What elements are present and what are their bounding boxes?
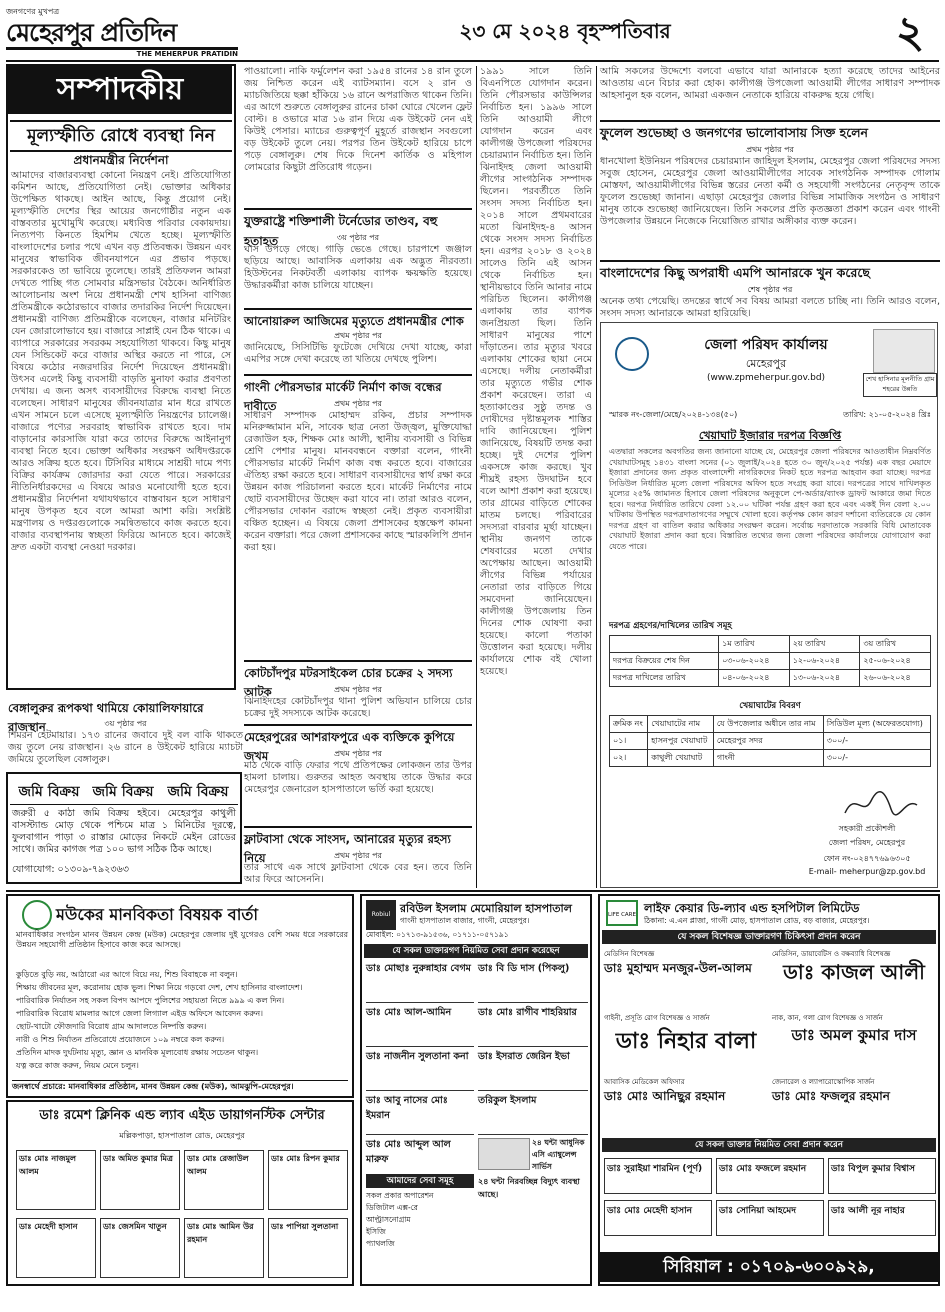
classified-item-3: জমি বিক্রয় — [167, 784, 229, 800]
robiul-service: ডিজিটাল এক্স-রে — [366, 1203, 418, 1212]
ferry-header-cell: ক্রমিক নং — [610, 716, 648, 733]
robiul-service: প্যাথলজি — [366, 1239, 395, 1248]
bengaluru-headline: বেঙ্গালুরুর রূপকথা থামিয়ে কোয়ালিফায়ারে রাজস্থান — [8, 701, 204, 734]
lifecare-other-doctor: ডাঃ বিপুল কুমার বিশ্বাস — [828, 1158, 936, 1194]
ramesh-doctor: ডাঃ পাপিয়া সুলতানা — [268, 1218, 348, 1278]
mouk-item: পারিবারিক বিরোধ মামলার আগে জেলা লিগ্যাল এইড অফিসে আবেদন করুন। — [16, 1009, 264, 1018]
ferry-row — [610, 733, 931, 750]
schedule-row — [610, 670, 931, 687]
lifecare-address: ঠিকানা: এ.এন প্লাজা, গাংনী মোড়, হাসপাতাল রোড, বড় বাজার, মেহেরপুর। — [644, 916, 870, 925]
mouk-item: পারিবারিক নির্যাতন সহ সকল বিপদ আপদে পুলিশের সহায়তা নিতে ৯৯৯ এ কল দিন। — [16, 996, 285, 1005]
notice-website[interactable]: (www.zpmeherpur.gov.bd) — [706, 373, 826, 383]
ramesh-doctor: ডাঃ মোঃ রেজাউল আলম — [184, 1150, 264, 1210]
asharafpur-jump: প্রথম পৃষ্ঠার পর — [334, 749, 382, 758]
pm-grief-body: জানিয়েছে, সিসিটিভি ফুটেজে দেখিয়ে দেখা যাচ্ছে, কারা এমপির সঙ্গে দেখা করেছে তা খতিয়ে দেখছে পুলিশ। — [244, 342, 472, 365]
bangladesh-jump: শেষ পৃষ্ঠার পর — [747, 285, 793, 294]
tender-notice — [600, 322, 938, 888]
page-number: ২ — [895, 7, 925, 58]
lifecare-role: গাইনী, প্রসূতি রোগ বিশেষজ্ঞ ও সার্জন — [604, 1014, 710, 1022]
schedule-header-cell: ২য় তারিখ — [789, 636, 860, 653]
lifecare-other-doctor: ডাঃ আলী নূর নাহার — [828, 1200, 936, 1236]
lifecare-doctor: ডাঃ মুহাম্মদ মনজুর-উল-আলম — [604, 961, 752, 975]
lifecare-other-doctor: ডাঃ মোঃ মেহেদী হাসান — [604, 1200, 712, 1236]
robiul-services-title: আমাদের সেবা সমূহ — [366, 1174, 474, 1188]
mouk-footer: জনস্বার্থে প্রচারে: মানবাধিকার প্রতিষ্ঠান, মানব উন্নয়ন কেন্দ্র (মউক), আমঝুপি-মেহেরপুর। — [12, 1080, 348, 1095]
govt-seal-icon — [615, 337, 649, 371]
robiul-hours: ২৪ ঘন্টা নিরবচ্ছিন্ন বিদ্যুৎ ব্যবস্থা আছে। — [478, 1177, 580, 1199]
lifecare-other-doctor: ডাঃ সুরাইয়া শারমিন (পূর্ণ) — [604, 1158, 712, 1194]
robiul-doctor: ডাঃ মোঃ আব্দুল আল মারুফ — [366, 1139, 451, 1165]
robiul-banner: যে সকল ডাক্তারগণ নিয়মিত সেবা প্রদান করেছেন — [364, 944, 588, 958]
schedule-cell: ১৩-০৬-২০২৪ — [789, 670, 860, 687]
ferry-label: খেয়াঘাটের বিবরণ — [739, 701, 801, 711]
schedule-header-cell: ৩য় তারিখ — [860, 636, 931, 653]
mouk-item: ছোট-খাটো ফৌজদারি বিরোধ গ্রাম আদালতে নিষ্পত্তি করুন। — [16, 1022, 207, 1031]
tornado-jump: ৩য় পৃষ্ঠার পর — [336, 233, 380, 242]
schedule-cell: ১২-০৬-২০২৪ — [789, 653, 860, 670]
signatory: সহকারী প্রকৌশলী — [838, 824, 896, 833]
lifecare-logo: LIFE CARE — [606, 900, 638, 926]
ambulance-icon — [478, 1138, 530, 1170]
schedule-cell: দরপত্র দাখিলের তারিখ — [610, 670, 719, 687]
ferry-cell: মেহেরপুর সদর — [713, 733, 823, 750]
mouk-list — [16, 968, 348, 1076]
lifecare-ad — [598, 894, 940, 1286]
lifecare-role: মেডিসিন, ডায়াবেটিস ও বক্ষব্যাধি বিশেষজ্ঞ — [772, 950, 891, 958]
schedule-cell: ২৫-০৬-২০২৪ — [860, 653, 931, 670]
lifecare-doctor: ডাঃ কাজল আলী — [783, 960, 925, 984]
editorial-banner: সম্পাদকীয় — [8, 66, 232, 114]
schedule-label: দরপত্র গ্রহণের/দাখিলের তারিখ সমূহ — [609, 621, 732, 631]
schedule-table — [609, 635, 931, 687]
portrait-icon — [873, 329, 935, 373]
lifecare-role: আবাসিক মেডিকেল অফিসার — [604, 1078, 685, 1086]
flat-body: তার সাথে এক সাথে ফ্লাটবাসা থেকে বের হন। তবে তিনি আর ফিরে আসেননি। — [244, 862, 472, 885]
ramesh-title: ডাঃ রমেশ ক্লিনিক এন্ড ল্যাব এইড ডায়াগনস্টিক সেন্টার — [39, 1108, 325, 1123]
bengaluru-jump: ৩য় পৃষ্ঠার পর — [104, 719, 147, 728]
robiul-doctor: ডাঃ আবু নাসের মোঃ ইমরান — [366, 1094, 474, 1135]
ferry-cell: ৩০০/- — [823, 733, 930, 750]
notice-office: জেলা পরিষদ কার্যালয় — [704, 337, 828, 353]
mouk-item: যত্ন করে কাজ করুন, নিয়ম মেনে চলুন। — [16, 1061, 139, 1070]
ramesh-doctor: ডাঃ মোঃ আমিন উর রহমান — [184, 1218, 264, 1278]
lifecare-role: মেডিসিন বিশেষজ্ঞ — [604, 950, 655, 958]
kotchandpur-headline: কোটচাঁদপুর মটরসাইকেল চোর চক্রের ২ সদস্য আটক — [244, 660, 472, 687]
kotchandpur-jump: প্রথম পৃষ্ঠার পর — [334, 685, 382, 694]
ferry-cell: গাংনী — [713, 750, 823, 767]
classified-body: জরুরী ৫ কাঠা জমি বিক্রয় হইবে। মেহেরপুর কাথুলী বাসস্ট্যান্ড মোড় থেকে পশ্চিমে মাত্র ১ মিনিটের দূরত্বে, ফুলবাগান পাড়া ৩ রাস্তার মোড়ের নিকটে মেইন রোডের সাথে। জমির কাগজ পত্র ১০০ ভাগ সঠিক ঠিক আছে। — [12, 808, 236, 855]
notice-phone: ফোন নং-০২৪৭৭৬৯৬৩০৫ — [823, 854, 911, 863]
mouk-title: মউকের মানবিকতা বিষয়ক বার্তা — [56, 905, 258, 924]
notice-email[interactable]: E-mail- meherpur@zp.gov.bd — [808, 867, 926, 876]
robiul-doctor: ডাঃ মোঃ রাগীব শাহরিয়ার — [478, 1006, 588, 1047]
ramesh-doctor: ডাঃ জেসমিন খাতুন — [100, 1218, 180, 1278]
robiul-doctor: তরিকুল ইসলাম — [478, 1094, 588, 1135]
col-divider-4 — [596, 66, 597, 888]
editorial-subhead: প্রধানমন্ত্রীর নির্দেশনা — [73, 153, 169, 167]
ramesh-doctor: ডাঃ মেহেদী হাসান — [16, 1218, 96, 1278]
header-rule — [6, 60, 939, 62]
schedule-row — [610, 653, 931, 670]
lifecare-serial: সিরিয়াল : ০১৭০৯-৬০০৯২৯, ০১৭০৯-৬০০৯৫৩ — [598, 1252, 940, 1282]
flowers-headline: ফুলেল শুভেচ্ছা ও জনগণের ভালোবাসায় সিক্ত হলেন — [600, 120, 940, 147]
robiul-phone: মোবাইল: ০১৭১৩-৯১৫৩৬, ০১৭১১-০৫৭১৯১ — [366, 930, 509, 939]
issue-date: ২৩ মে ২০২৪ বৃহস্পতিবার — [459, 19, 671, 43]
ferry-header-cell: যে উপজেলার অধীনে তার নাম — [713, 716, 823, 733]
col2-continuation: পাওয়ালো। নাকি ফর্মুলেশন করা ১৯৫৪ রানের ১৪ রান তুলে জয় নিশ্চিত করেন এই ব্যাটসম্যান। বসে ২ রান ও ম্যাচজিতিয়ে ছক্কা হাঁকিয়ে ১৬ রানে অপরাজিত থাকেন তিনি। এর আগে শুরুতে বেঙ্গালুরুর রানের চাকা ঘোরে খেলেন ফ্লেট বোল্ট। ৪ ওভারে মাত্র ১৬ রান দিয়ে এক উইকেট নেন এই কিউই পেসার। ম্যাচের গুরুত্বপূর্ণ মুহূর্তে রাজস্থান সবগুলো বড় উইকেট তুলে নেয়। পরপর তিন উইকেট হারিয়ে চাপে পড়ে বেঙ্গালুরু। শেষ দিকে দিনেশ কার্তিক ও মহিপাল লোমরোর কিছুটা প্রতিরোধ গড়েন। — [244, 66, 472, 173]
kotchandpur-body: ঝিনাইদহের কোটচাঁদপুর থানা পুলিশ অভিযান চালিয়ে চোর চক্রের দুই সদস্যকে আটক করেছে। — [244, 696, 472, 719]
ramesh-doctor: ডাঃ মোঃ নাজমুল আলম — [16, 1150, 96, 1210]
robiul-service: ইসিজি — [366, 1227, 386, 1236]
ramesh-ad — [6, 1100, 354, 1286]
robiul-doctor: ডাঃ নাজনীন সুলতানা কনা — [366, 1050, 474, 1091]
bangladesh-body: অনেক তথ্য পেয়েছি। তদন্তের স্বার্থে সব বিষয় আমরা বলতে চাচ্ছি না। তিনি আরও বলেন, সংসদ সদস্য আনারকে আমরা হারিয়েছি। — [600, 296, 940, 319]
lifecare-doctor: ডাঃ মোঃ আনিছুর রহমান — [604, 1089, 726, 1103]
col3-body: ১৯৯১ সালে তিনি বিএনপিতে যোগদান করেন। তিনি পৌরসভার কাউন্সিলর নির্বাচিত হন। ১৯৯৬ সালে তিনি আওয়ামী লীগে যোগদান করেন এবং কালীগঞ্জ উপজেলা পরিষদের চেয়ারম্যান নির্বাচিত হন। তিনি ঝিনাইদহ জেলা আওয়ামী লীগের সাংগঠনিক সম্পাদক ছিলেন। পরবর্তীতে তিনি সংসদ সদস্য নির্বাচিত হন। ২০১৪ সালে প্রথমবারের মতো ঝিনাইদহ-৪ আসন থেকে সংসদ সদস্য নির্বাচিত হন। এরপর ২০১৮ ও ২০২৪ সালেও তিনি এই আসন থেকে নির্বাচিত হন। স্থানীয়ভাবে তিনি আনার নামে পরিচিত ছিলেন। কালীগঞ্জ এলাকায় তার ব্যাপক জনপ্রিয়তা ছিল। তিনি সাধারণ মানুষের পাশে দাঁড়াতেন। তার মৃত্যুর খবরে এলাকায় শোকের ছায়া নেমে এসেছে। দলীয় নেতাকর্মীরা তার মৃত্যুতে গভীর শোক প্রকাশ করেছেন। তারা এ হত্যাকাণ্ডের সুষ্ঠু তদন্ত ও দোষীদের দৃষ্টান্তমূলক শাস্তির দাবি জানিয়েছেন। পুলিশ জানিয়েছে, বিষয়টি তদন্ত করা হচ্ছে। দুই দেশের পুলিশ একসঙ্গে কাজ করছে। খুব শীঘ্রই রহস্য উদঘাটন হবে বলে আশা প্রকাশ করা হয়েছে। তার গ্রামের বাড়িতে শোকের মাতম চলছে। পরিবারের সদস্যরা বারবার মূর্ছা যাচ্ছেন। স্থানীয় জনগণ তাকে শেষবারের মতো দেখার অপেক্ষায় আছেন। আওয়ামী লীগের বিভিন্ন পর্যায়ের নেতারা তার বাড়িতে গিয়ে সমবেদনা জানিয়েছেন। কালীগঞ্জ উপজেলায় তিন দিনের শোক ঘোষণা করা হয়েছে। কালো পতাকা উত্তোলন করা হয়েছে। দলীয় কার্যালয়ে শোক বই খোলা হয়েছে। — [480, 66, 592, 677]
mouk-logo-icon — [22, 900, 52, 930]
lifecare-other-doctor: ডাঃ সোনিয়া আহমেদ — [716, 1200, 824, 1236]
classified-item-2: জমি বিক্রয় — [92, 784, 154, 800]
lifecare-role: জেনারেল ও ল্যাপারোস্কোপিক সার্জন — [772, 1078, 875, 1086]
col-divider-3 — [476, 66, 477, 888]
mouk-item: নারী ও শিশু নির্যাতন প্রতিরোধে প্রয়োজনে ১০৯ নম্বরে কল করুন। — [16, 1035, 225, 1044]
robiul-services — [366, 1190, 474, 1280]
robiul-title: রবিউল ইসলাম মেমোরিয়াল হাসপাতাল — [400, 902, 572, 915]
lifecare-doctor: ডাঃ মোঃ ফজলুর রহমান — [772, 1089, 890, 1103]
lifecare-other-doctor: ডাঃ মোঃ ফজলে রহমান — [716, 1158, 824, 1194]
ferry-cell: ৩০০/- — [823, 750, 930, 767]
ferry-cell: কাথুলী খেয়াঘাট — [648, 750, 714, 767]
ferry-header-row — [610, 716, 931, 733]
flat-headline: ফ্লাটবাসা থেকে সাংসদ, আনারের মৃত্যুর রহস্য নিয়ে — [244, 826, 472, 853]
robiul-service: আল্ট্রাসনোগ্রাম — [366, 1215, 411, 1224]
schedule-header-cell: ১ম তারিখ — [719, 636, 790, 653]
robiul-address: গাংনী হাসপাতাল বাজার, গাংনী, মেহেরপুর। — [400, 916, 530, 925]
ads-top-rule — [6, 890, 940, 892]
pm-grief-headline: আনোয়ারুল আজিমের মৃত্যুতে প্রধানমন্ত্রীর শোক — [244, 308, 472, 333]
schedule-cell: ০৪-০৬-২০২৪ — [719, 670, 790, 687]
asharafpur-headline: মেহেরপুরের আশরাফপুরে এক ব্যক্তিকে কুপিয়ে জখম — [244, 724, 472, 751]
pm-grief-jump: প্রথম পৃষ্ঠার পর — [334, 331, 382, 340]
notice-date: তারিখ: ২১-০৫-২০২৪ খ্রিঃ — [843, 410, 931, 419]
robiul-service: সকল প্রকার অপারেশন — [366, 1191, 434, 1200]
robiul-ambulance: ২৪ ঘন্টা আধুনিক এসি এ্যাম্বুলেন্স সার্ভিস — [532, 1138, 585, 1171]
ferry-cell: ০২। — [610, 750, 648, 767]
editorial-body: আমাদের বাজারব্যবস্থা কোনো নিয়ন্ত্রণ নেই। প্রতিযোগিতা কমিশন আছে, প্রতিযোগিতা নেই। ভোক্তার অধিকার উপেক্ষিত থাকছে। আইন আছে, কিন্তু প্রয়োগ নেই। মূল্যস্ফীতি দেশের স্থির আয়ের জনগোষ্ঠীর নতুন এক বাস্তবতার মুখোমুখি করেছে। মধ্যবিত্ত পরিবার বেকায়দায়। নিত্যপণ্য কিনতে হিমশিম খেতে হচ্ছে। মূল্যস্ফীতি বাংলাদেশের চলার পথে এখন বড় প্রতিবন্ধক। উন্নয়ন এবং মানুষের স্বাভাবিক জীবনযাপনে এর প্রভাব পড়ছে। সরকারকেও তা ভাবিয়ে তুলেছে। তারই প্রতিফলন আমরা দেখতে পাচ্ছি গত সোমবার মন্ত্রিসভার বৈঠকে। অনির্ধারিত আলোচনায় অংশ নিয়ে প্রধানমন্ত্রী শেখ হাসিনা বাণিজ্য প্রতিমন্ত্রীকে কঠোরভাবে বাজার তদারকির নির্দেশ দিয়েছেন। প্রধানমন্ত্রী বাণিজ্য প্রতিমন্ত্রীকে বলেছেন, বাজার মনিটরিং যেন জোরালোভাবে হয়। বাজারে সাপ্লাই যেন ঠিক থাকে। এ ব্যাপারে সরকারের সবরকম সহযোগিতা থাকবে। কিছু মানুষ যেন সিন্ডিকেট করে বাজার অস্থির করতে না পারে, সে বিষয়ে কঠোর নজরদারির নির্দেশ দিয়েছেন প্রধানমন্ত্রী। উৎসব এলেই কিছু ব্যবসায়ী বাড়তি মুনাফা করার প্রবণতা দেখায়। এ জন্য অসৎ ব্যবসায়ীদের বিরুদ্ধে ব্যবস্থা নিতে বলেছেন। সাধারণ মানুষের জীবনযাত্রার মান ধরে রাখতে এখন সামনে চলে এসেছে মূল্যস্ফীতি নিয়ন্ত্রণের চ্যালেঞ্জ। বাজারে পণ্যের সরবরাহ স্বাভাবিক রাখতে হবে। দাম বাড়ানোর কারসাজি যারা করে তাদের বিরুদ্ধে আইনানুগ ব্যবস্থা নিতে হবে। ভোক্তা অধিকার সংরক্ষণ অধিদপ্তরকে আরও সক্রিয় হতে হবে। টিসিবির মাধ্যমে সাশ্রয়ী দামে পণ্য বিক্রির কার্যক্রম জোরদার করা যেতে পারে। সরকারের নীতিনির্ধারকদের এ বিষয়ে আরও মনোযোগী হতে হবে। প্রধানমন্ত্রীর নির্দেশনা যথাযথভাবে বাস্তবায়ন হলে সাধারণ মানুষ উপকৃত হবে বলে আমরা আশা করি। সংশ্লিষ্ট মন্ত্রণালয় ও দপ্তরগুলোকে সমন্বিতভাবে কাজ করতে হবে। বাজার ব্যবস্থাপনায় স্বচ্ছতা ফিরিয়ে আনতে হবে। কাজেই দ্রুত একটা ব্যবস্থা নেওয়া দরকার। — [11, 170, 231, 553]
robiul-doctor: ডাঃ মোঃ আল-আমিন — [366, 1006, 474, 1047]
schedule-header-cell — [610, 636, 719, 653]
lifecare-doctor: ডাঃ অমল কুমার দাস — [791, 1026, 917, 1044]
gangni-headline: গাংনী পৌরসভার মার্কেট নির্মাণ কাজ বন্ধের দাবীতে — [244, 374, 472, 401]
classified-contact: যোগাযোগ: ০১৩০৯-৭৯২৩৬৩ — [12, 864, 129, 875]
classified-item-1: জমি বিক্রয় — [18, 784, 80, 800]
gangni-jump: প্রথম পৃষ্ঠার পর — [334, 399, 382, 408]
masthead — [6, 6, 238, 58]
masthead-title-en: THE MEHERPUR PRATIDIN — [136, 50, 238, 58]
col4-continuation: আমি সকলের উদ্দেশ্যে বলবো এভাবে যারা আনারকে হত্যা করেছে তাদের আইনের আওতায় এনে বিচার করা হোক। কালীগঞ্জ উপজেলা আওয়ামী লীগের সাধারণ সম্পাদক আহসানুল হক বলেন, আমরা একজন নেতাকে হারিয়ে বাকরুদ্ধ হয়ে গেছি। — [600, 66, 940, 101]
notice-body: এতদ্বারা সকলের অবগতির জন্য জানানো যাচ্ছে যে, মেহেরপুর জেলা পরিষদের আওতাধীন নিম্নবর্ণিত খেয়াঘাটসমূহ ১৪৩১ বাংলা সনের (০১ জুলাই/২০২৪ হতে ৩০ জুন/২০২৫ পর্যন্ত) এক বছর মেয়াদে ইজারা প্রদানের জন্য প্রকৃত বাংলাদেশী নাগরিকদের নিকট হতে দরপত্র আহবান করা যাচ্ছে। দরপত্র সিডিউল নির্ধারিত মূল্যে জেলা পরিষদের অফিস হতে সংগ্রহ করা যাবে। দরপত্রের সাথে দাখিলকৃত মূল্যের ২৫% জামানত হিসাবে জেলা পরিষদের অনুকূলে পে-অর্ডার/ব্যাংক ড্রাফট আকারে জমা দিতে হবে। দরপত্র নির্ধারিত তারিখে বেলা ১২.০০ ঘটিকা পর্যন্ত গ্রহণ করা হবে এবং একই দিন বেলা ২.০০ ঘটিকায় উপস্থিত দরপত্রদাতাগণের সম্মুখে খোলা হবে। কর্তৃপক্ষ কোন কারণ দর্শানো ব্যতিরেকে যে কোন দরপত্র গ্রহণ বা বাতিল করার অধিকার সংরক্ষণ করেন। সর্বোচ্চ দরদাতাকে সরকারি বিধি মোতাবেক খেয়াঘাট ইজারা প্রদান করা হবে। বিস্তারিত তথ্যের জন্য জেলা পরিষদের কার্যালয়ে যোগাযোগ করা যেতে পারে। — [609, 447, 931, 551]
tornado-body: ঘাস উপড়ে গেছে। গাড়ি ভেঙে গেছে। চারপাশে জঞ্জাল ছড়িয়ে আছে। আবাসিক এলাকায় এক অদ্ভুত নীরবতা। হিউস্টনের নিকটবর্তী এলাকায় ব্যাপক ক্ষয়ক্ষতি হয়েছে। উদ্ধারকর্মীরা কাজ চালিয়ে যাচ্ছেন। — [244, 244, 472, 291]
mouk-item: কুড়িতে বুড়ি নয়, আঠারো এর আগে বিয়ে নয়, শিশু বিবাহকে না বলুন। — [16, 970, 238, 979]
ferry-header-cell: খেয়াঘাটের নাম — [648, 716, 714, 733]
editorial-headline: মূল্যস্ফীতি রোধে ব্যবস্থা নিন — [10, 120, 232, 152]
asharafpur-body: মাঠ থেকে বাড়ি ফেরার পথে প্রতিপক্ষের লোকজন তার উপর হামলা চালায়। গুরুতর আহত অবস্থায় তাকে উদ্ধার করে মেহেরপুর জেনারেল হাসপাতালে ভর্তি করা হয়েছে। — [244, 760, 472, 795]
ferry-table — [609, 715, 931, 767]
signatory-org: জেলা পরিষদ, মেহেরপুর — [828, 838, 906, 847]
notice-district: মেহেরপুর — [745, 357, 787, 370]
ferry-cell: ০১। — [610, 733, 648, 750]
masthead-title: মেহেরপুর প্রতিদিন — [6, 19, 238, 50]
flat-jump: প্রথম পৃষ্ঠার পর — [334, 851, 382, 860]
mouk-ad — [6, 894, 354, 1098]
robiul-ad — [360, 894, 592, 1286]
ferry-header-cell: সিডিউল মূল্য (অফেরতযোগ্য) — [823, 716, 930, 733]
schedule-cell: ২৬-০৬-২০২৪ — [860, 670, 931, 687]
robiul-logo: Robiul — [366, 900, 396, 930]
schedule-cell: ০৩-০৬-২০২৪ — [719, 653, 790, 670]
tornado-headline: যুক্তরাষ্ট্রে শক্তিশালী টর্নেডোর তাণ্ডব, বহু হতাহত — [244, 208, 472, 235]
mouk-item: শিক্ষায় জীবনের মূল, করোনায় হোক ভুল। শিক্ষা নিয়ে গড়বো দেশ, শেখ হাসিনার বাংলাদেশ। — [16, 983, 303, 992]
ferry-row — [610, 750, 931, 767]
robiul-doctor: ডাঃ মোছাঃ নুরুন্নাহার বেগম — [366, 962, 474, 1003]
bangladesh-headline: বাংলাদেশের কিছু অপরাধী এমপি আনারকে খুন করেছে — [600, 260, 940, 287]
gangni-body: সাধারণ সম্পাদক মোহাম্মদ রকিব, প্রচার সম্পাদক মনিরুজ্জামান মনি, সাবেক ছাত্র নেতা উজ্জ্বল, মুক্তিযোদ্ধা রেজাউল হক, শিক্ষক মোঃ আলী, স্থানীয় ব্যবসায়ী ও বিভিন্ন শ্রেণি পেশার মানুষ। মানববন্ধনে বক্তারা বলেন, গাংনী পৌরসভার মার্কেট নির্মাণ কাজ বন্ধ করতে হবে। বাজারের ঐতিহ্য রক্ষা করতে হবে। সাধারণ ব্যবসায়ীদের স্বার্থ রক্ষা করে উন্নয়ন কাজ পরিচালনা করতে হবে। মার্কেট নির্মাণের নামে ছোট ব্যবসায়ীদের উচ্ছেদ করা যাবে না। তারা আরও বলেন, পৌরসভার দোকান বরাদ্দে স্বচ্ছতা নেই। প্রকৃত ব্যবসায়ীরা বঞ্চিত হচ্ছেন। এ বিষয়ে জেলা প্রশাসকের হস্তক্ষেপ কামনা করেন বক্তারা। পরে জেলা প্রশাসকের কাছে স্মারকলিপি প্রদান করা হয়। — [244, 410, 472, 553]
lifecare-role: নাক, কান, গলা রোগ বিশেষজ্ঞ ও সার্জন — [772, 1014, 883, 1022]
lifecare-title: লাইফ কেয়ার ডি-ল্যাব এন্ড হসপিটাল লিমিটেড — [644, 901, 860, 915]
lifecare-banner-2: যে সকল ডাক্তার নিয়মিত সেবা প্রদান করেন — [602, 1138, 936, 1152]
flowers-body: ধানখোলা ইউনিয়ন পরিষদের চেয়ারম্যান জাহিদুল ইসলাম, মেহেরপুর জেলা পরিষদের সদস্য সবুজ হোসেন, মেহেরপুর জেলা আওয়ামীলীগের সাবেক সাংগঠনিক সম্পাদক গোলাম মোস্তফা, আওয়ামীলীগের বিভিন্ন স্তরের নেতা কর্মী ও সহযোগী সংগঠনের নেতৃবৃন্দ তাকে ফুলেল শুভেচ্ছা জানান। এছাড়া মেহেরপুর জেলার বিভিন্ন সামাজিক সংগঠন ও সাধারণ মানুষ তাকে শুভেচ্ছা জানিয়েছেন। তিনি সকলের প্রতি কৃতজ্ঞতা প্রকাশ করেন এবং গাংনী উপজেলার উন্নয়নে নিজেকে নিয়োজিত রাখার অঙ্গীকার ব্যক্ত করেন। — [600, 156, 940, 227]
flowers-jump: প্রথম পৃষ্ঠার পর — [746, 145, 794, 154]
mouk-intro: মানবাধিকার সংগঠন মানব উন্নয়ন কেন্দ্র (মউক) মেহেরপুর জেলায় দুই যুগেরও বেশি সময় ধরে সরকারের উন্নয়ন সহযোগী প্রতিষ্ঠান হিসাবে কাজ করে আসছে। — [16, 930, 348, 949]
signature-icon — [841, 787, 921, 821]
lifecare-banner: যে সকল বিশেষজ্ঞ ডাক্তারগণ চিকিৎসা প্রদান করেন — [602, 930, 936, 944]
masthead-tagline: জনগণের মুখপত্র — [6, 7, 60, 16]
lifecare-doctor: ডাঃ নিহার বালা — [615, 1029, 757, 1054]
ramesh-doctor: ডাঃ অমিত কুমার মিত্র — [100, 1150, 180, 1210]
mouk-item: প্রতিদিন মাদক দুর্ঘটনায় মৃত্যু, জ্ঞান ও মানবিক মূল্যবোধ রক্ষায় সচেতন থাকুন। — [16, 1048, 259, 1057]
ferry-cell: হাসনপুর খেয়াঘাট — [648, 733, 714, 750]
classified-divider — [10, 804, 238, 805]
ramesh-doctor: ডাঃ মোঃ রিপন কুমার — [268, 1150, 348, 1210]
robiul-doctor: ডাঃ ইসরাত জেরিন ইভা — [478, 1050, 588, 1091]
ramesh-address: মল্লিকপাড়া, হাসপাতাল রোড, মেহেরপুর — [119, 1131, 245, 1140]
notice-emblem-text: শেখ হাসিনার মূলনীতি গ্রাম শহরের উন্নতি — [863, 373, 937, 397]
schedule-header-row — [610, 636, 931, 653]
robiul-doctor: ডাঃ বি ডি দাস (পিকলু) — [478, 962, 588, 1003]
bengaluru-body: শিমরন হেটমায়ার। ১৭৩ রানের জবাবে দুই বল বাকি থাকতে জয় তুলে নেয় রাজস্থান। ২৬ রানে ৪ উইকেট হারিয়ে ম্যাচটা জমিয়ে তুলেছিল বেঙ্গালুরু। — [8, 730, 243, 765]
schedule-cell: দরপত্র বিক্রয়ের শেষ দিন — [610, 653, 719, 670]
notice-memo: স্মারক নং-জেলা/মেহে/২০২৪-১৩৪(৫০) — [609, 410, 738, 419]
notice-title: খেয়াঘাট ইজারার দরপত্র বিজ্ঞপ্তি — [698, 429, 842, 442]
